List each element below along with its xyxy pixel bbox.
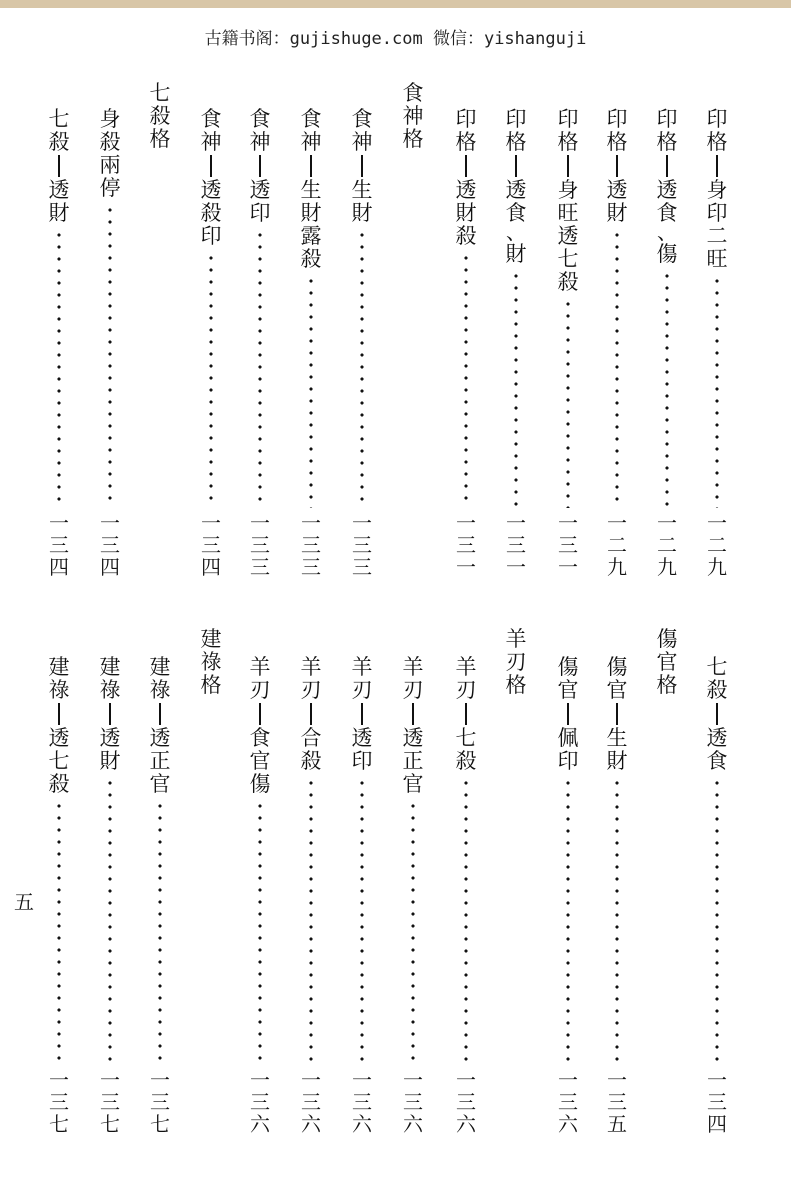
entry-title-char: 印	[606, 107, 628, 131]
page-ref-digit: 二	[707, 533, 727, 557]
entry-title-char: 透	[606, 178, 628, 202]
heading-char: 食	[402, 81, 424, 105]
entry-title-char: 印	[656, 107, 678, 131]
entry-title-char: 羊	[300, 655, 322, 679]
entry-title-char: 透	[455, 178, 477, 202]
page-ref-digit: 二	[657, 533, 677, 557]
entry-dash	[616, 155, 618, 177]
entry-title-char: 透	[656, 178, 678, 202]
section-heading	[145, 82, 175, 162]
heading-char: 羊	[505, 627, 527, 651]
dot-leader	[309, 777, 313, 1065]
entry-dash	[210, 155, 212, 177]
page-ref-digit: 九	[607, 555, 627, 579]
heading-char: 建	[200, 627, 222, 651]
dot-leader	[309, 275, 313, 508]
entry-title-char: 財	[606, 201, 628, 225]
entry-title-char: 格	[505, 130, 527, 154]
entry-dash	[109, 703, 111, 725]
entry-title-char: 神	[200, 130, 222, 154]
entry-title-char: 透	[557, 224, 579, 248]
page-ref-digit: 一	[506, 511, 526, 535]
entry-title-char: 財	[505, 242, 527, 266]
page-ref-digit: 一	[301, 511, 321, 535]
entry-dash	[159, 703, 161, 725]
entry-title-char: 七	[557, 247, 579, 271]
toc-entry[interactable]	[347, 108, 377, 578]
entry-title-char: 七	[706, 655, 728, 679]
heading-char: 官	[656, 650, 678, 674]
heading-char: 格	[505, 673, 527, 697]
page-ref-digit: 三	[456, 533, 476, 557]
entry-title-char: 殺	[706, 678, 728, 702]
toc-entry[interactable]	[553, 108, 583, 578]
entry-title-char: 格	[455, 130, 477, 154]
entry-title-char: 身	[557, 178, 579, 202]
entry-title-char: 官	[249, 749, 271, 773]
page-ref-digit: 三	[49, 1090, 69, 1114]
dot-leader	[411, 800, 415, 1065]
page-ref-digit: 一	[352, 1068, 372, 1092]
heading-char: 神	[402, 104, 424, 128]
page-ref-digit: 一	[558, 1068, 578, 1092]
entry-title-char: 刃	[351, 678, 373, 702]
page-ref-digit: 一	[49, 1068, 69, 1092]
entry-dash	[465, 155, 467, 177]
page-ref-digit: 一	[201, 511, 221, 535]
page-ref-digit: 三	[49, 533, 69, 557]
entry-title-char: 食	[505, 201, 527, 225]
page-ref-digit: 一	[150, 1068, 170, 1092]
toc-entry[interactable]	[245, 656, 275, 1135]
entry-title-char: 印	[505, 107, 527, 131]
page-ref-digit: 三	[352, 533, 372, 557]
page-ref-digit: 一	[100, 511, 120, 535]
page-ref-digit: 三	[100, 533, 120, 557]
toc-entry[interactable]	[702, 656, 732, 1135]
top-decorative-band	[0, 0, 791, 8]
page-ref-digit: 一	[250, 1068, 270, 1092]
page-ref-digit: 一	[456, 555, 476, 579]
heading-char: 殺	[149, 104, 171, 128]
dot-leader	[464, 777, 468, 1065]
entry-dash	[716, 155, 718, 177]
entry-title-char: 祿	[48, 678, 70, 702]
entry-title-char: 印	[455, 107, 477, 131]
page-ref-digit: 七	[150, 1112, 170, 1136]
entry-title-char: 透	[48, 726, 70, 750]
entry-title-char: 建	[149, 655, 171, 679]
page-ref-digit: 三	[403, 1090, 423, 1114]
entry-title-char: 印	[249, 201, 271, 225]
entry-dash	[616, 703, 618, 725]
toc-entry[interactable]	[95, 108, 125, 578]
entry-title-char: 兩	[99, 153, 121, 177]
dot-leader	[464, 252, 468, 508]
dot-leader	[615, 229, 619, 508]
entry-title-char: 旺	[706, 247, 728, 271]
heading-char: 格	[149, 127, 171, 151]
page-ref-digit: 三	[352, 555, 372, 579]
page-ref-digit: 一	[707, 1068, 727, 1092]
entry-title-char: 殺	[455, 749, 477, 773]
entry-title-char: 財	[300, 201, 322, 225]
entry-title-char: 生	[606, 726, 628, 750]
entry-title-char: 透	[351, 726, 373, 750]
entry-title-char: 神	[300, 130, 322, 154]
entry-title-char: 七	[48, 107, 70, 131]
page-ref-digit: 一	[506, 555, 526, 579]
entry-title-char: 食	[249, 107, 271, 131]
page-ref-digit: 三	[558, 1090, 578, 1114]
toc-entry[interactable]	[347, 656, 377, 1135]
entry-title-char: 神	[249, 130, 271, 154]
dot-leader	[514, 270, 518, 508]
page-ref-digit: 一	[301, 1068, 321, 1092]
entry-punctuation: 、	[657, 220, 677, 244]
entry-dash	[259, 703, 261, 725]
section-heading	[398, 82, 428, 162]
dot-leader	[715, 275, 719, 508]
entry-title-char: 傷	[557, 655, 579, 679]
entry-title-char: 殺	[48, 772, 70, 796]
entry-title-char: 羊	[249, 655, 271, 679]
heading-char: 格	[200, 673, 222, 697]
page-ref-digit: 一	[558, 555, 578, 579]
entry-title-char: 官	[606, 678, 628, 702]
entry-dash	[567, 703, 569, 725]
dot-leader	[360, 777, 364, 1065]
dot-leader	[108, 777, 112, 1065]
dot-leader	[57, 800, 61, 1065]
entry-title-char: 殺	[557, 270, 579, 294]
page-ref-digit: 六	[403, 1112, 423, 1136]
entry-title-char: 食	[351, 107, 373, 131]
entry-dash	[515, 155, 517, 177]
entry-title-char: 殺	[48, 130, 70, 154]
entry-title-char: 神	[351, 130, 373, 154]
entry-title-char: 透	[249, 178, 271, 202]
page-ref-digit: 三	[506, 533, 526, 557]
page-ref-digit: 一	[49, 511, 69, 535]
page-ref-digit: 三	[250, 555, 270, 579]
dot-leader	[566, 298, 570, 508]
entry-title-char: 二	[706, 224, 728, 248]
entry-title-char: 刃	[455, 678, 477, 702]
page-ref-digit: 三	[201, 533, 221, 557]
page-ref-digit: 六	[250, 1112, 270, 1136]
toc-entry[interactable]	[602, 108, 632, 578]
entry-title-char: 身	[99, 107, 121, 131]
entry-title-char: 印	[200, 224, 222, 248]
entry-title-char: 殺	[455, 224, 477, 248]
toc-entry[interactable]	[296, 108, 326, 578]
dot-leader	[615, 777, 619, 1065]
toc-entry[interactable]	[44, 656, 74, 1135]
entry-title-char: 透	[402, 726, 424, 750]
heading-char: 刃	[505, 650, 527, 674]
entry-title-char: 格	[557, 130, 579, 154]
page-ref-digit: 九	[657, 555, 677, 579]
page-ref-digit: 三	[100, 1090, 120, 1114]
dot-leader	[258, 229, 262, 508]
page-ref-digit: 三	[607, 1090, 627, 1114]
page-ref-digit: 二	[607, 533, 627, 557]
dot-leader	[209, 252, 213, 508]
entry-title-char: 食	[706, 749, 728, 773]
entry-title-char: 透	[200, 178, 222, 202]
dot-leader	[57, 229, 61, 508]
entry-title-char: 正	[149, 749, 171, 773]
entry-title-char: 印	[557, 749, 579, 773]
entry-dash	[412, 703, 414, 725]
page-ref-digit: 六	[352, 1112, 372, 1136]
page-ref-digit: 三	[352, 1090, 372, 1114]
toc-entry[interactable]	[44, 108, 74, 578]
entry-title-char: 格	[606, 130, 628, 154]
dot-leader	[566, 777, 570, 1065]
dot-leader	[715, 777, 719, 1065]
toc-entry[interactable]	[196, 108, 226, 578]
section-heading	[196, 628, 226, 708]
entry-title-char: 正	[402, 749, 424, 773]
entry-title-char: 財	[351, 201, 373, 225]
entry-title-char: 建	[48, 655, 70, 679]
heading-char: 七	[149, 81, 171, 105]
page-ref-digit: 一	[456, 511, 476, 535]
entry-title-char: 刃	[249, 678, 271, 702]
entry-dash	[310, 703, 312, 725]
entry-title-char: 刃	[402, 678, 424, 702]
entry-title-char: 身	[706, 178, 728, 202]
entry-title-char: 羊	[351, 655, 373, 679]
entry-title-char: 羊	[402, 655, 424, 679]
entry-title-char: 透	[505, 178, 527, 202]
page-ref-digit: 一	[403, 1068, 423, 1092]
page-ref-digit: 一	[707, 511, 727, 535]
entry-title-char: 七	[455, 726, 477, 750]
dot-leader	[665, 270, 669, 508]
entry-title-char: 官	[402, 772, 424, 796]
entry-title-char: 格	[706, 130, 728, 154]
entry-title-char: 財	[455, 201, 477, 225]
heading-char: 祿	[200, 650, 222, 674]
page-ref-digit: 一	[607, 1068, 627, 1092]
page-ref-digit: 一	[558, 511, 578, 535]
entry-dash	[567, 155, 569, 177]
entry-title-char: 傷	[606, 655, 628, 679]
heading-char: 格	[656, 673, 678, 697]
toc-entry[interactable]	[652, 108, 682, 578]
entry-title-char: 傷	[656, 242, 678, 266]
entry-title-char: 財	[48, 201, 70, 225]
page-ref-digit: 三	[150, 1090, 170, 1114]
entry-title-char: 透	[149, 726, 171, 750]
entry-title-char: 刃	[300, 678, 322, 702]
entry-title-char: 官	[557, 678, 579, 702]
page-ref-digit: 四	[707, 1112, 727, 1136]
page-ref-digit: 一	[657, 511, 677, 535]
page-ref-digit: 九	[707, 555, 727, 579]
page-ref-digit: 六	[456, 1112, 476, 1136]
entry-title-char: 印	[351, 749, 373, 773]
entry-title-char: 印	[557, 107, 579, 131]
entry-title-char: 殺	[200, 201, 222, 225]
entry-dash	[58, 155, 60, 177]
entry-title-char: 生	[351, 178, 373, 202]
section-heading	[501, 628, 531, 708]
page-ref-digit: 四	[100, 555, 120, 579]
page-ref-digit: 一	[100, 1068, 120, 1092]
entry-title-char: 格	[656, 130, 678, 154]
toc-entry[interactable]	[398, 656, 428, 1135]
dot-leader	[360, 229, 364, 508]
toc-entry[interactable]	[95, 656, 125, 1135]
entry-title-char: 透	[99, 726, 121, 750]
dot-leader	[158, 800, 162, 1065]
toc-entry[interactable]	[553, 656, 583, 1135]
page-ref-digit: 三	[250, 533, 270, 557]
entry-title-char: 露	[300, 224, 322, 248]
page-ref-digit: 一	[456, 1068, 476, 1092]
page-ref-digit: 七	[100, 1112, 120, 1136]
page-ref-digit: 三	[250, 1090, 270, 1114]
entry-title-char: 透	[48, 178, 70, 202]
entry-dash	[58, 703, 60, 725]
entry-title-char: 印	[706, 107, 728, 131]
entry-title-char: 財	[606, 749, 628, 773]
page-ref-digit: 三	[707, 1090, 727, 1114]
page-ref-digit: 六	[301, 1112, 321, 1136]
page-ref-digit: 四	[49, 555, 69, 579]
page-ref-digit: 三	[456, 1090, 476, 1114]
entry-title-char: 停	[99, 176, 121, 200]
entry-title-char: 食	[656, 201, 678, 225]
page-ref-digit: 一	[352, 511, 372, 535]
entry-title-char: 殺	[99, 130, 121, 154]
toc-entry[interactable]	[501, 108, 531, 578]
entry-title-char: 傷	[249, 772, 271, 796]
toc-entry[interactable]	[451, 108, 481, 578]
entry-title-char: 殺	[300, 247, 322, 271]
entry-title-char: 食	[300, 107, 322, 131]
entry-title-char: 食	[200, 107, 222, 131]
entry-punctuation: 、	[506, 220, 526, 244]
page-ref-digit: 三	[301, 1090, 321, 1114]
entry-title-char: 殺	[300, 749, 322, 773]
entry-dash	[716, 703, 718, 725]
entry-dash	[310, 155, 312, 177]
page-ref-digit: 五	[607, 1112, 627, 1136]
page-number: 五	[14, 890, 34, 914]
entry-dash	[361, 703, 363, 725]
entry-title-char: 透	[706, 726, 728, 750]
site-watermark-header: 古籍书阁：gujishuge.com 微信：yishanguji	[204, 29, 587, 49]
entry-title-char: 建	[99, 655, 121, 679]
section-heading	[652, 628, 682, 708]
page-ref-digit: 七	[49, 1112, 69, 1136]
heading-char: 傷	[656, 627, 678, 651]
entry-title-char: 食	[249, 726, 271, 750]
entry-dash	[666, 155, 668, 177]
toc-entry[interactable]	[296, 656, 326, 1135]
page-ref-digit: 一	[607, 511, 627, 535]
toc-entry[interactable]	[245, 108, 275, 578]
dot-leader	[258, 800, 262, 1065]
entry-title-char: 官	[149, 772, 171, 796]
toc-entry[interactable]	[602, 656, 632, 1135]
entry-dash	[361, 155, 363, 177]
entry-dash	[259, 155, 261, 177]
entry-title-char: 祿	[149, 678, 171, 702]
page-ref-digit: 三	[301, 555, 321, 579]
heading-char: 格	[402, 127, 424, 151]
page-ref-digit: 三	[301, 533, 321, 557]
entry-title-char: 佩	[557, 726, 579, 750]
entry-title-char: 合	[300, 726, 322, 750]
entry-title-char: 印	[706, 201, 728, 225]
entry-dash	[465, 703, 467, 725]
entry-title-char: 旺	[557, 201, 579, 225]
page-ref-digit: 三	[558, 533, 578, 557]
toc-entry[interactable]	[451, 656, 481, 1135]
page-ref-digit: 一	[250, 511, 270, 535]
toc-entry[interactable]	[145, 656, 175, 1135]
entry-title-char: 祿	[99, 678, 121, 702]
page-ref-digit: 四	[201, 555, 221, 579]
toc-entry[interactable]	[702, 108, 732, 578]
entry-title-char: 生	[300, 178, 322, 202]
page-ref-digit: 六	[558, 1112, 578, 1136]
entry-title-char: 財	[99, 749, 121, 773]
entry-title-char: 七	[48, 749, 70, 773]
entry-title-char: 羊	[455, 655, 477, 679]
dot-leader	[108, 204, 112, 508]
